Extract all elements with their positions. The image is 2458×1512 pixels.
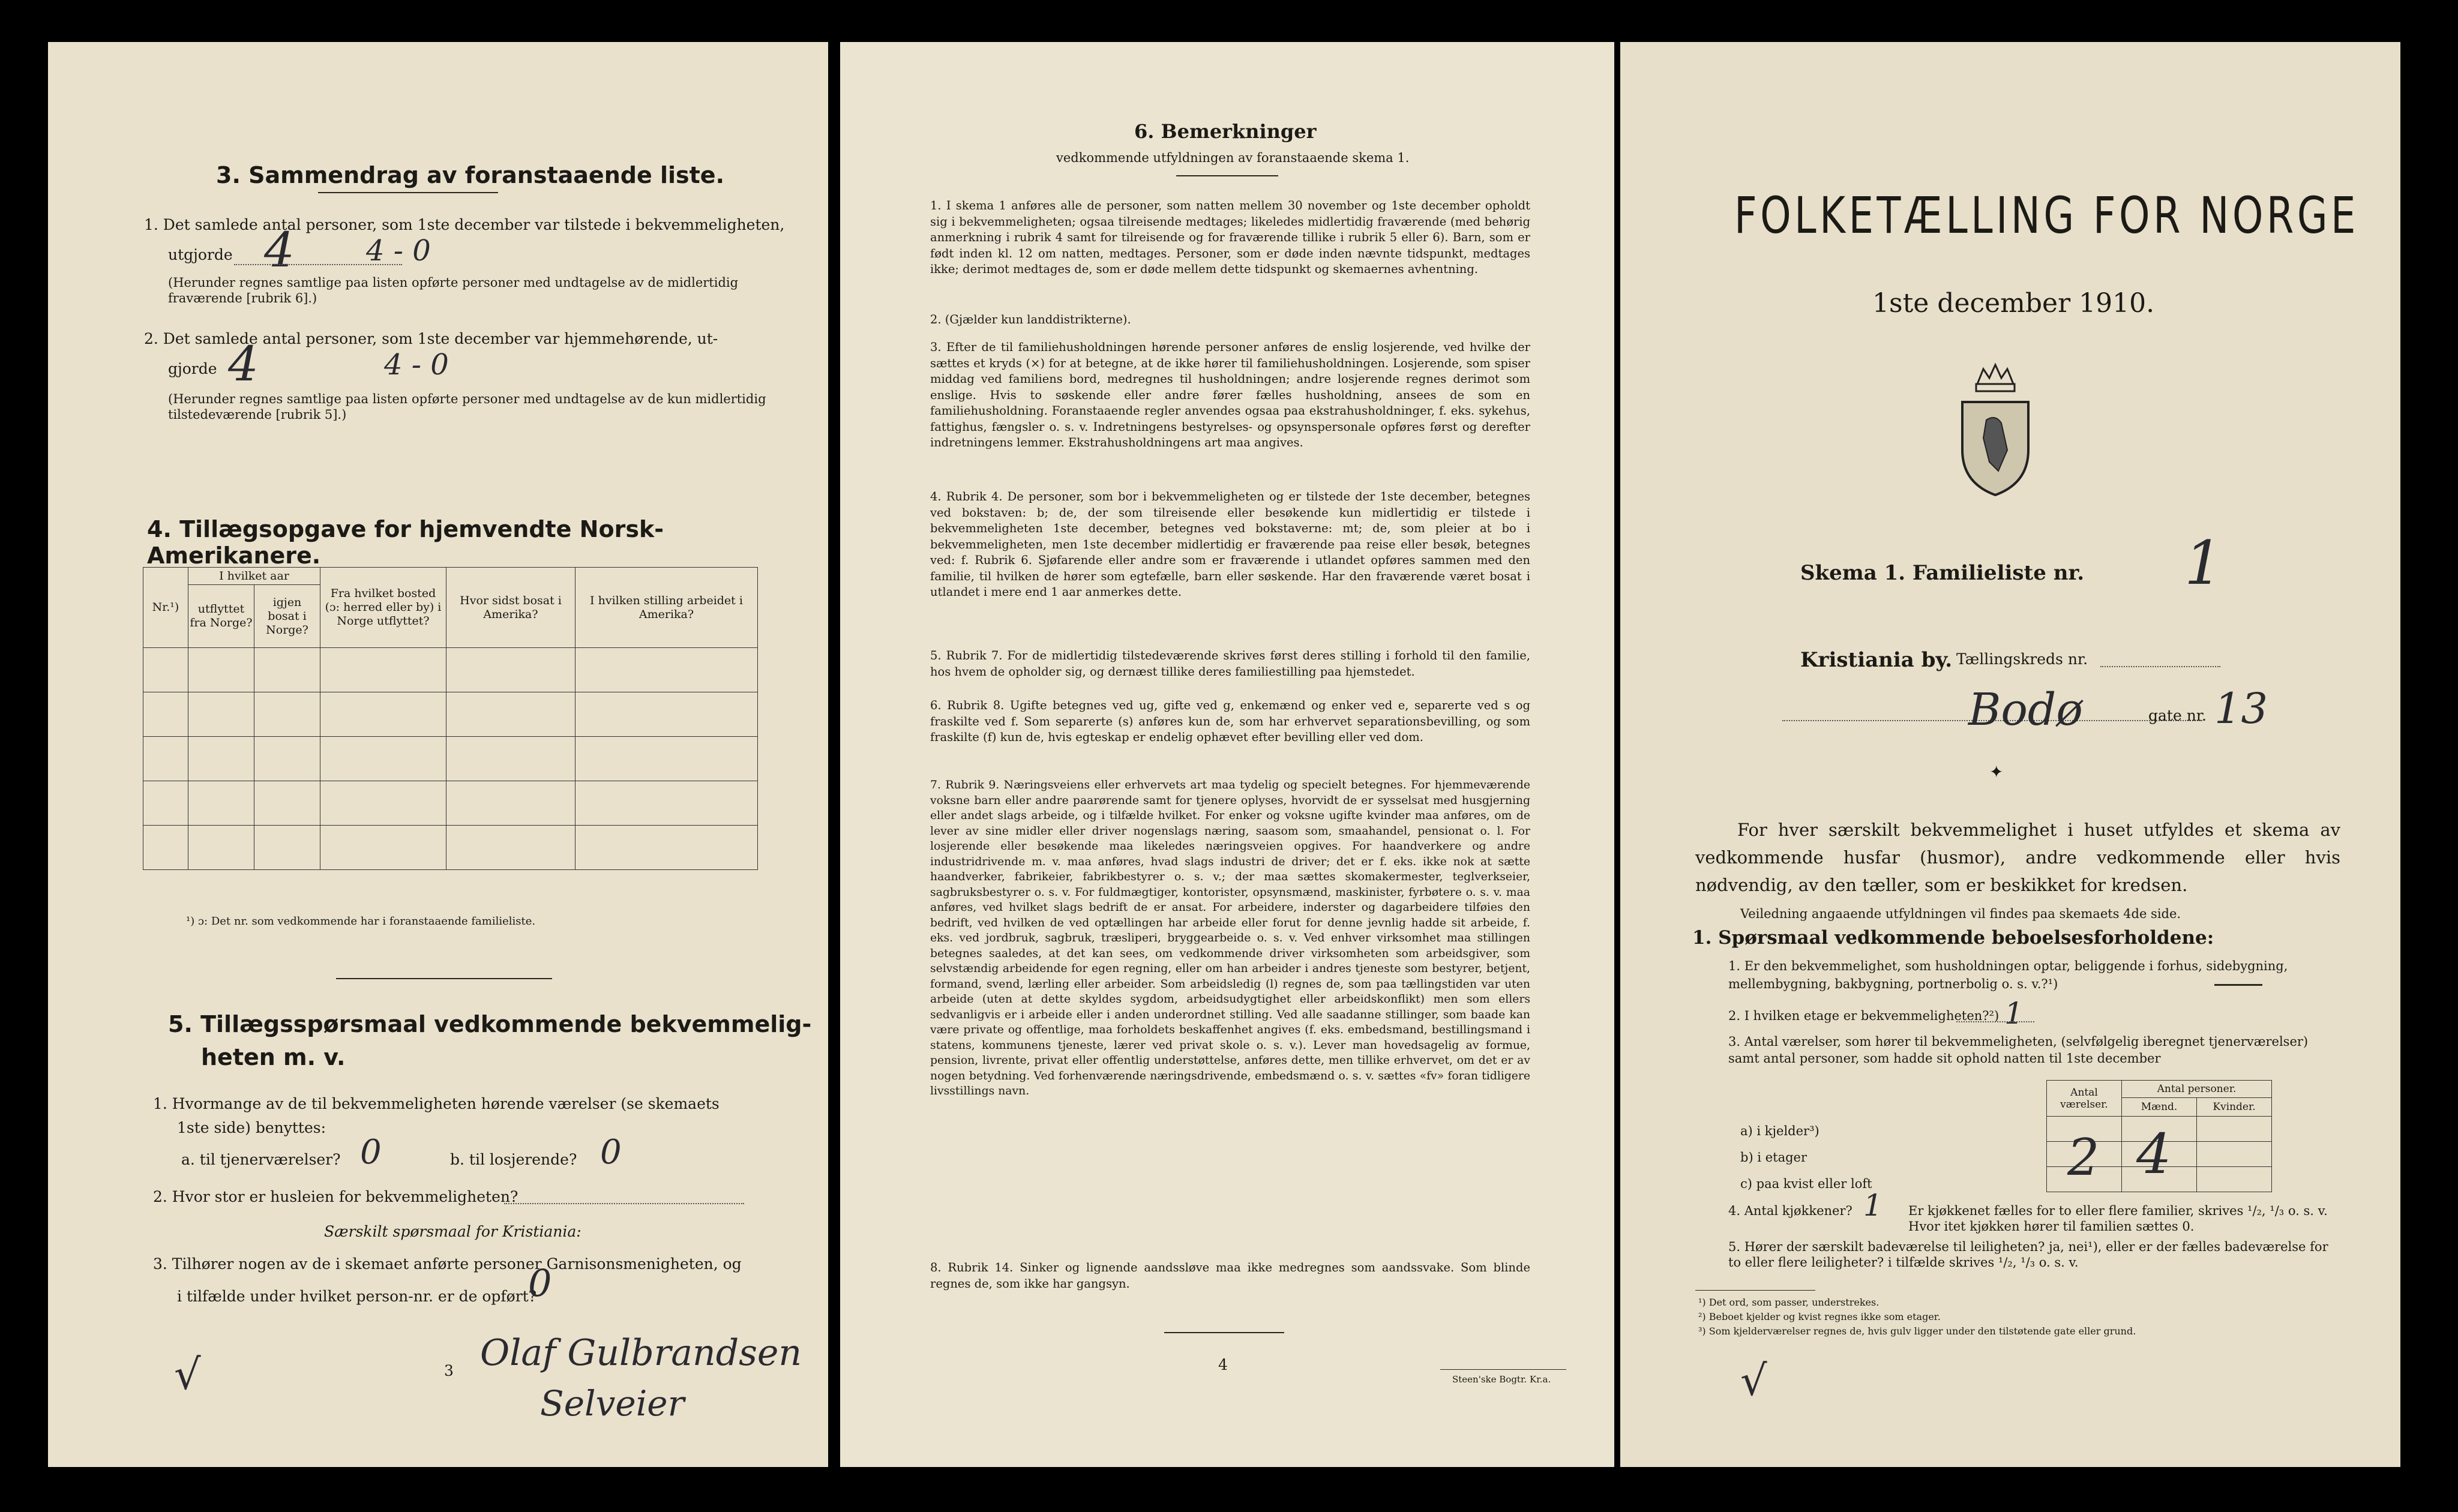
census-title: FOLKETÆLLING FOR NORGE [1734, 186, 2359, 245]
kreds-label: Tællingskreds nr. [1956, 650, 2088, 668]
s3-q2-line2: gjorde [168, 360, 217, 377]
q1-3: 3. Antal værelser, som hører til bekvemmeligheten, (selvfølgelig iberegnet tjenerværelser) samt antal personer, som hadde sit ophold natten til 1ste december [1728, 1034, 2309, 1066]
question-1: 1. Spørsmaal vedkommende beboelsesforholdene: [1692, 927, 2214, 949]
s5-q1-a: a. til tjenerværelser? [181, 1151, 341, 1168]
intro-paragraph: For hver særskilt bekvemmelighet i huset utfyldes et skema av vedkommende husfar (husmor), andre vedkommende eller hvis nødvendig, av den tæller, som er beskikket for kredsen. [1695, 820, 2340, 895]
skema-label: Skema 1. Familieliste nr. [1800, 561, 2085, 585]
col-personer: Antal personer. [2122, 1081, 2272, 1098]
page-number-3: 3 [444, 1362, 454, 1379]
remark-4: 4. Rubrik 4. De personer, som bor i bekvemmeligheten og er tilstede der 1ste december, betegnes ved bokstaven: b; de, der som tilreisende eller besøkende kun midlertidig er tilstede i bekvemmeligheten 1ste december, betegnes ved bokstaverne: mt; de, som pleier at bo i bekvemmeligheten, men 1ste december midlertidig er fraværende paa reise eller besøk, betegnes ved: f. Rubrik 6. Sjøfarende eller andre som er fraværende i utlandet opføres sammen med den familie, til hvilken de hører som egtefælle, barn eller søskende. Har den fraværende været bosat i utlandet i mere end 1 aar anmerkes dette. [930, 490, 1530, 599]
signature-name: Olaf Gulbrandsen [480, 1332, 802, 1374]
col-kvinder: Kvinder. [2197, 1098, 2272, 1117]
row-etager: b) i etager [1740, 1150, 1807, 1165]
col-group-year: I hvilket aar [188, 568, 320, 585]
q1-1: 1. Er den bekvemmelighet, som husholdningen optar, beliggende i forhus, sidebygning, mellembygning, bakbygning, portnerbolig o. s. v.?¹) [1728, 959, 2288, 991]
row-kjelder: a) i kjelder³) [1740, 1124, 1819, 1138]
s3-q2-mark: 4 - 0 [384, 348, 449, 382]
col-vaerelser: Antal værelser. [2047, 1081, 2122, 1117]
coat-of-arms-icon [1953, 360, 2037, 498]
remark-2: 2. (Gjælder kun landdistrikterne). [930, 313, 1131, 326]
street-name: Bodø [1968, 684, 2083, 736]
col-igjen: igjen bosat i Norge? [254, 585, 320, 648]
s3-q1-note: (Herunder regnes samtlige paa listen opførte personer med undtagelse av de midlertidig fraværende [rubrik 6].) [168, 275, 739, 305]
census-date: 1ste december 1910. [1872, 288, 2155, 319]
s5-q3-line2: i tilfælde under hvilket person-nr. er de opført? [177, 1288, 537, 1305]
printer: Steen'ske Bogtr. Kr.a. [1452, 1374, 1551, 1385]
gate-label: gate nr. [2148, 707, 2207, 724]
q1-2: 2. I hvilken etage er bekvemmeligheten?²) [1728, 1009, 2000, 1023]
remarks-title: 6. Bemerkninger [1134, 120, 1317, 143]
ornament-icon: ✦ [1989, 762, 2004, 782]
col-sidst: Hvor sidst bosat i Amerika? [446, 568, 575, 648]
value-maend: 4 [2136, 1122, 2172, 1186]
footnote-2: ²) Beboet kjelder og kvist regnes ikke som etager. [1698, 1311, 1941, 1322]
remark-8: 8. Rubrik 14. Sinker og lignende aandssløve maa ikke medregnes som aandssvake. Som blinde regnes de, som ikke har gangsyn. [930, 1261, 1530, 1291]
q1-5: 5. Hører der særskilt badeværelse til leiligheten? ja, nei¹), eller er der fælles badeværelse for to eller flere leiligheter? i tilfælde skrives ¹/₂, ¹/₃ o. s. v. [1728, 1240, 2328, 1270]
page-3 [48, 42, 828, 1467]
s3-q2-line1: 2. Det samlede antal personer, som 1ste december var hjemmehørende, ut- [144, 330, 718, 347]
footnote-3: ³) Som kjelderværelser regnes de, hvis gulv ligger under den tilstøtende gate eller grund. [1698, 1325, 2136, 1337]
section-5-title-2: heten m. v. [201, 1044, 346, 1070]
section-3-title: 3. Sammendrag av foranstaaende liste. [216, 162, 725, 188]
q1-4: 4. Antal kjøkkener? [1728, 1204, 1853, 1218]
city-label: Kristiania by. [1800, 648, 1953, 672]
signature-title: Selveier [540, 1383, 685, 1424]
section-5-title-1: 5. Tillægsspørsmaal vedkommende bekvemmelig- [168, 1011, 812, 1037]
s5-q1-line1: 1. Hvormange av de til bekvemmeligheten hørende værelser (se skemaets [153, 1095, 720, 1112]
s3-q1-value: 4 [264, 222, 295, 278]
col-nr: Nr.¹) [143, 568, 188, 648]
s5-q1-line2: 1ste side) benyttes: [177, 1119, 326, 1136]
s5-q3-value: 0 [528, 1261, 552, 1305]
s3-q1-line2: utgjorde [168, 246, 233, 263]
page-1 [1620, 42, 2400, 1467]
s3-q1-line1: 1. Det samlede antal personer, som 1ste december var tilstede i bekvemmeligheten, [144, 216, 785, 233]
s3-q1-mark: 4 - 0 [366, 234, 431, 268]
s5-q3-line1: 3. Tilhører nogen av de i skemaet anførte personer Garnisonsmenigheten, og [153, 1255, 742, 1273]
s5-q1-b-value: 0 [600, 1133, 622, 1172]
guide-note: Veiledning angaaende utfyldningen vil findes paa skemaets 4de side. [1740, 907, 2181, 921]
familieliste-number: 1 [2184, 528, 2223, 598]
norsk-amerikanere-table [143, 567, 758, 870]
remark-5: 5. Rubrik 7. For de midlertidig tilstedeværende skrives først deres stilling i forhold til den familie, hos hvem de opholder sig, og dernæst tillike deres familiestilling paa hjemstedet. [930, 649, 1530, 679]
s5-q2: 2. Hvor stor er husleien for bekvemmeligheten? [153, 1188, 518, 1205]
footnote-1: ¹) Det ord, som passer, understrekes. [1698, 1297, 1880, 1308]
section-4-title: 4. Tillægsopgave for hjemvendte Norsk-Amerikanere. [147, 516, 664, 569]
s5-special: Særskilt spørsmaal for Kristiania: [324, 1223, 581, 1240]
value-vaerelser: 2 [2067, 1128, 2100, 1187]
s3-q2-note: (Herunder regnes samtlige paa listen opførte personer med undtagelse av de kun midlertidig tilstedeværende [rubrik 5].) [168, 392, 766, 422]
page-number-4: 4 [1218, 1356, 1228, 1373]
check-mark-right: √ [1740, 1356, 1767, 1405]
s5-q1-a-value: 0 [360, 1133, 382, 1172]
q1-4b: Er kjøkkenet fælles for to eller flere familier, skrives ¹/₂, ¹/₃ o. s. v. Hvor itet kjøkken hører til familien sættes 0. [1908, 1204, 2328, 1234]
col-fra: Fra hvilket bosted (ɔ: herred eller by) i Norge utflyttet? [320, 568, 446, 648]
remark-1: 1. I skema 1 anføres alle de personer, som natten mellem 30 november og 1ste december opholdt sig i bekvemmeligheten; ogsaa tilreisende medtages; likeledes midlertidig fraværende (med behørig anmerkning i rubrik 4 samt for tilreisende og for fraværende tillike i rubrik 5 eller 6). Barn, som er født inden kl. 12 om natten, medtages. Personer, som er døde inden nævnte tidspunkt, medtages ikke; derimot medtages de, som er døde mellem dette tidspunkt og skemaernes avhentning. [930, 199, 1530, 276]
s5-q1-b: b. til losjerende? [450, 1151, 577, 1168]
row-kvist: c) paa kvist eller loft [1740, 1177, 1872, 1191]
col-maend: Mænd. [2122, 1098, 2197, 1117]
remark-7: 7. Rubrik 9. Næringsveiens eller erhvervets art maa tydelig og specielt betegnes. For hjemmeværende voksne barn eller andre paarørende samt for tjenere oplyses, hvorvidt de er sysselsat med husgjerning eller andet slags arbeide, og i tilfælde hvilket. For enker og voksne ugifte kvinder maa anføres, om de lever av sine midler eller driver nogenslags næring, saasom som, smaahandel, pensionat o. l. For losjerende eller besøkende maa likeledes næringsveien opgives. For haandverkere og andre industridrivende m. v. maa anføres, hvad slags industri de driver; det er f. eks. ikke nok at sætte haandverker, fabrikeier, fabrikbestyrer o. s. v.; der maa sættes skomakermester, teglverkseier, sagbruksbestyrer o. s. v. For fuldmægtiger, kontorister, opsynsmænd, maskinister, fyrbøtere o. s. v. maa anføres, ved hvilket slags bedrift de er ansat. For arbeidere, inderster og dagarbeidere tilføies den bedrift, ved hvilken de ved optællingen har arbeide eller forut for denne jevnlig hadde sit arbeide, f. eks. ved jordbruk, sagbruk, træsliperi, bryggearbeide o. s. v. Ved enhver virksomhet maa stillingen betegnes saaledes, at det kan sees, om vedkommende driver virksomheten som arbeidsgiver, som selvstændig arbeidende for egen regning, eller om han arbeider i andres tjeneste som bestyrer, betjent, formand, svend, lærling eller arbeider. Som arbeidsledig (l) regnes de, som paa tællingstiden var uten arbeide (uten at dette skyldes sygdom, arbeidsudygtighet eller arbeidskonflikt) men som ellers sedvanligvis er i arbeide eller i anden underordnet stilling. Ved alle saadanne stillinger, som baade kan være private og offentlige, maa forholdets beskaffenhet angives (f. eks. embedsmand, bestillingsmand i statens, kommunens tjeneste, lærer ved privat skole o. s. v.). Lever man hovedsagelig av formue, pension, livrente, privat eller offentlig understøttelse, anføres dette, men tillike erhvervet, om det er av nogen betydning. Ved forhenværende næringsdrivende, embedsmænd o. s. v. sættes «fv» foran tidligere livsstillings navn. [930, 779, 1530, 1097]
check-mark: √ [174, 1350, 201, 1399]
s3-q2-value: 4 [228, 336, 259, 392]
col-stilling: I hvilken stilling arbeidet i Amerika? [575, 568, 758, 648]
page-4 [840, 42, 1614, 1467]
remarks-subtitle: vedkommende utfyldningen av foranstaaende skema 1. [1056, 151, 1410, 165]
remark-3: 3. Efter de til familiehusholdningen hørende personer anføres de enslig losjerende, ved hvilke der sættes et kryds (×) for at betegne, at de ikke hører til familiehusholdningen. Losjerende, som spiser middag ved familiens bord, medregnes til husholdningen; andre losjerende regnes derimot som enslige. Hvis to søskende eller andre fører fælles husholdning, ansees de som en familiehusholdning. Foranstaaende regler anvendes ogsaa paa ekstrahusholdninger, f. eks. sykehus, fattighus, fængsler o. s. v. Indretningens bestyrelses- og opsynspersonale opføres først og derefter indretningens lemmer. Ekstrahusholdningens art maa angives. [930, 340, 1530, 449]
q1-4-value: 1 [1863, 1188, 1883, 1223]
remark-6: 6. Rubrik 8. Ugifte betegnes ved ug, gifte ved g, enkemænd og enker ved e, separerte ved s og fraskilte ved f. Som separerte (s) anføres kun de, som har erhvervet separationsbevilling, og som fraskilte (f) kun de, hvis egteskap er endelig ophævet efter bevilling eller ved dom. [930, 698, 1530, 744]
s4-footnote: ¹) ɔ: Det nr. som vedkommende har i foranstaaende familieliste. [186, 915, 536, 928]
col-utflyttet: utflyttet fra Norge? [188, 585, 254, 648]
q1-2-value: 1 [2004, 996, 2024, 1031]
gate-number: 13 [2214, 684, 2268, 733]
